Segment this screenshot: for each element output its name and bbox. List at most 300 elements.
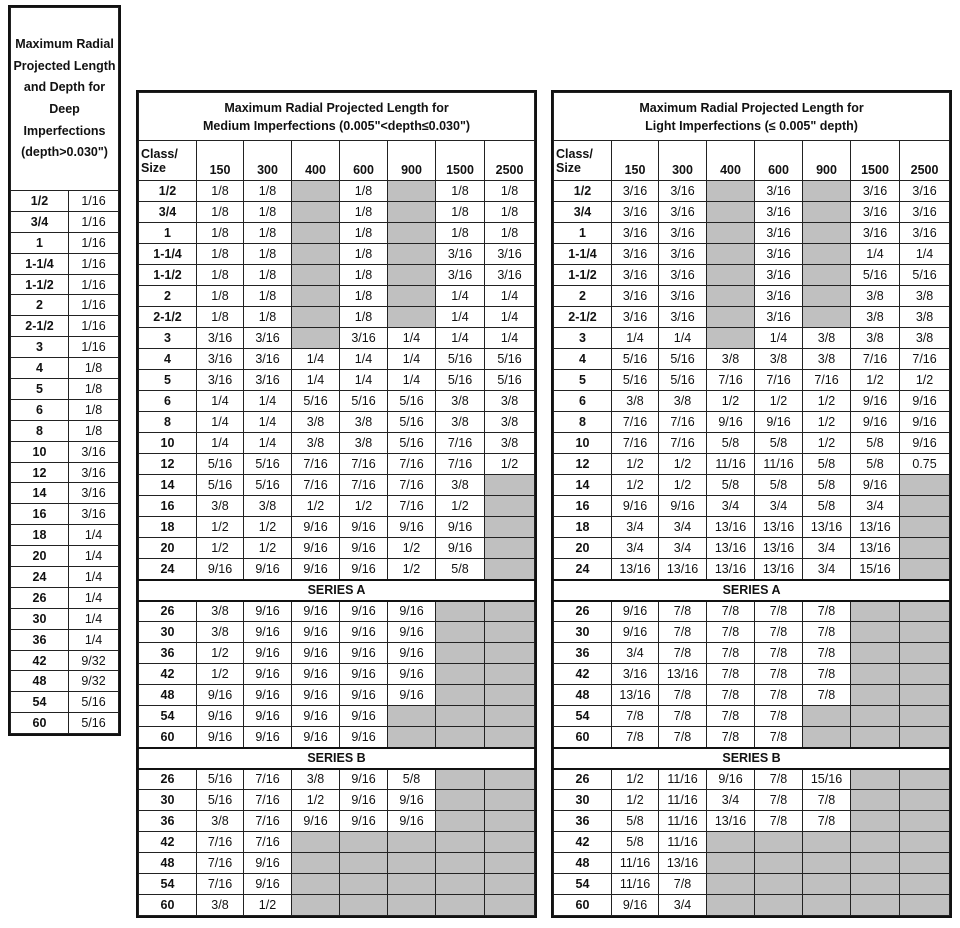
size-cell: 1-1/4	[11, 253, 69, 274]
size-cell: 8	[11, 420, 69, 441]
value-cell: 3/8	[197, 622, 244, 643]
value-cell: 7/16	[659, 433, 707, 454]
series-label: SERIES B	[139, 748, 535, 769]
value-cell: 5/16	[69, 713, 119, 734]
value-cell: 1/2	[388, 559, 436, 580]
value-cell: 1/2	[612, 454, 659, 475]
value-cell: 1/2	[659, 454, 707, 475]
value-cell: 1/2	[197, 517, 244, 538]
value-cell: 1/4	[388, 349, 436, 370]
value-cell: 13/16	[851, 538, 900, 559]
na-cell	[485, 769, 535, 790]
value-cell: 13/16	[612, 685, 659, 706]
value-cell: 1/4	[197, 391, 244, 412]
table-row	[554, 412, 950, 433]
size-cell: 6	[554, 391, 612, 412]
value-cell: 1/8	[69, 399, 119, 420]
value-cell: 3/4	[612, 538, 659, 559]
table-row	[554, 454, 950, 475]
table-row	[11, 671, 119, 692]
table-row	[139, 391, 535, 412]
na-cell	[436, 832, 485, 853]
value-cell: 7/16	[292, 475, 340, 496]
value-cell: 5/16	[244, 475, 292, 496]
na-cell	[755, 832, 803, 853]
value-cell: 1/8	[485, 181, 535, 202]
series-label: SERIES A	[554, 580, 950, 601]
value-cell: 1/4	[197, 412, 244, 433]
na-cell	[851, 685, 900, 706]
value-cell: 9/16	[292, 517, 340, 538]
value-cell: 3/4	[659, 517, 707, 538]
size-cell: 12	[139, 454, 197, 475]
value-cell: 5/16	[900, 265, 950, 286]
na-cell	[803, 874, 851, 895]
value-cell: 7/8	[659, 643, 707, 664]
value-cell: 3/16	[612, 286, 659, 307]
table-row	[11, 608, 119, 629]
value-cell: 1/16	[69, 232, 119, 253]
na-cell	[388, 286, 436, 307]
value-cell: 1/16	[69, 316, 119, 337]
value-cell: 5/16	[197, 475, 244, 496]
value-cell: 7/8	[755, 727, 803, 748]
table-row	[554, 475, 950, 496]
table-row	[554, 538, 950, 559]
deep-table-header: Maximum Radial Projected Length and Depth for Deep Imperfections (depth>0.030")	[11, 8, 119, 191]
value-cell: 9/16	[388, 790, 436, 811]
value-cell: 7/8	[612, 706, 659, 727]
value-cell: 5/8	[803, 454, 851, 475]
table-row	[11, 650, 119, 671]
value-cell: 9/16	[851, 475, 900, 496]
value-cell: 7/16	[340, 454, 388, 475]
table-row	[554, 349, 950, 370]
size-cell: 1-1/4	[554, 244, 612, 265]
value-cell: 7/8	[755, 643, 803, 664]
value-cell: 13/16	[707, 811, 755, 832]
value-cell: 3/16	[612, 202, 659, 223]
table-row	[139, 454, 535, 475]
value-cell: 13/16	[659, 664, 707, 685]
size-cell: 30	[11, 608, 69, 629]
table-row	[139, 559, 535, 580]
value-cell: 1/4	[244, 433, 292, 454]
value-cell: 3/8	[612, 391, 659, 412]
na-cell	[851, 895, 900, 916]
size-cell: 10	[139, 433, 197, 454]
size-cell: 20	[554, 538, 612, 559]
value-cell: 9/16	[340, 727, 388, 748]
value-cell: 9/16	[292, 622, 340, 643]
size-cell: 2-1/2	[11, 316, 69, 337]
na-cell	[485, 475, 535, 496]
table-row	[554, 790, 950, 811]
size-cell: 1-1/2	[554, 265, 612, 286]
na-cell	[851, 853, 900, 874]
na-cell	[900, 559, 950, 580]
value-cell: 1/2	[244, 538, 292, 559]
value-cell: 5/8	[755, 475, 803, 496]
na-cell	[803, 706, 851, 727]
table-row	[554, 433, 950, 454]
value-cell: 9/16	[244, 664, 292, 685]
value-cell: 5/16	[436, 370, 485, 391]
value-cell: 3/4	[803, 538, 851, 559]
value-cell: 7/16	[436, 454, 485, 475]
value-cell: 9/16	[707, 412, 755, 433]
table-row	[554, 832, 950, 853]
table-row	[554, 811, 950, 832]
size-cell: 4	[139, 349, 197, 370]
value-cell: 7/8	[659, 706, 707, 727]
value-cell: 1/4	[612, 328, 659, 349]
value-cell: 9/16	[659, 496, 707, 517]
table-row	[11, 316, 119, 337]
size-cell: 14	[554, 475, 612, 496]
size-cell: 1/2	[139, 181, 197, 202]
value-cell: 5/16	[485, 370, 535, 391]
value-cell: 7/8	[659, 727, 707, 748]
value-cell: 13/16	[707, 517, 755, 538]
series-header-row	[554, 580, 950, 601]
value-cell: 3/8	[197, 895, 244, 916]
value-cell: 9/16	[755, 412, 803, 433]
value-cell: 5/16	[69, 692, 119, 713]
value-cell: 3/16	[851, 223, 900, 244]
value-cell: 9/16	[388, 622, 436, 643]
value-cell: 1/8	[244, 244, 292, 265]
na-cell	[436, 853, 485, 874]
size-cell: 42	[11, 650, 69, 671]
value-cell: 1/8	[436, 181, 485, 202]
na-cell	[803, 223, 851, 244]
table-row	[554, 643, 950, 664]
size-cell: 26	[554, 769, 612, 790]
table-row	[139, 790, 535, 811]
deep-table-body	[11, 8, 119, 734]
value-cell: 1/4	[244, 391, 292, 412]
table-row	[11, 546, 119, 567]
na-cell	[388, 202, 436, 223]
value-cell: 1/4	[292, 370, 340, 391]
size-cell: 6	[139, 391, 197, 412]
value-cell: 9/16	[244, 559, 292, 580]
table-row	[139, 244, 535, 265]
value-cell: 9/16	[340, 769, 388, 790]
table-row	[554, 286, 950, 307]
light-table-title	[554, 93, 950, 141]
na-cell	[803, 202, 851, 223]
value-cell: 3/16	[659, 244, 707, 265]
class-header-600: 600	[755, 141, 803, 181]
na-cell	[436, 706, 485, 727]
size-cell: 12	[11, 462, 69, 483]
value-cell: 9/16	[900, 391, 950, 412]
value-cell: 1/16	[69, 191, 119, 212]
value-cell: 1/16	[69, 295, 119, 316]
na-cell	[292, 181, 340, 202]
size-cell: 18	[11, 525, 69, 546]
value-cell: 1/2	[803, 391, 851, 412]
size-cell: 54	[139, 874, 197, 895]
table-row	[139, 643, 535, 664]
na-cell	[900, 664, 950, 685]
value-cell: 9/16	[388, 811, 436, 832]
value-cell: 7/8	[755, 811, 803, 832]
medium-table-title	[139, 93, 535, 141]
na-cell	[900, 517, 950, 538]
value-cell: 9/16	[851, 412, 900, 433]
value-cell: 9/16	[244, 601, 292, 622]
value-cell: 3/16	[659, 181, 707, 202]
value-cell: 15/16	[851, 559, 900, 580]
size-cell: 3	[11, 337, 69, 358]
table-row	[11, 420, 119, 441]
table-row	[139, 727, 535, 748]
value-cell: 1/8	[340, 244, 388, 265]
na-cell	[851, 601, 900, 622]
na-cell	[900, 853, 950, 874]
size-cell: 10	[11, 441, 69, 462]
table-row	[11, 587, 119, 608]
deep-imperfections-table	[10, 7, 119, 734]
na-cell	[851, 832, 900, 853]
na-cell	[388, 895, 436, 916]
value-cell: 7/8	[659, 685, 707, 706]
value-cell: 3/16	[851, 181, 900, 202]
medium-title-line2: Medium Imperfections (0.005"<depth≤0.030")	[203, 118, 471, 133]
na-cell	[436, 727, 485, 748]
value-cell: 9/16	[340, 685, 388, 706]
table-row	[139, 601, 535, 622]
value-cell: 7/8	[707, 643, 755, 664]
value-cell: 5/8	[388, 769, 436, 790]
value-cell: 9/16	[292, 538, 340, 559]
value-cell: 5/8	[851, 454, 900, 475]
na-cell	[292, 307, 340, 328]
table-row	[554, 664, 950, 685]
value-cell: 3/8	[803, 328, 851, 349]
value-cell: 9/16	[340, 790, 388, 811]
value-cell: 1/8	[340, 202, 388, 223]
value-cell: 3/8	[292, 433, 340, 454]
size-cell: 20	[11, 546, 69, 567]
na-cell	[485, 790, 535, 811]
na-cell	[292, 853, 340, 874]
table-row	[139, 328, 535, 349]
size-cell: 2	[11, 295, 69, 316]
value-cell: 9/16	[340, 643, 388, 664]
na-cell	[388, 181, 436, 202]
table-row	[11, 713, 119, 734]
size-cell: 8	[139, 412, 197, 433]
value-cell: 7/16	[803, 370, 851, 391]
table-row	[139, 202, 535, 223]
na-cell	[485, 811, 535, 832]
size-cell: 60	[554, 727, 612, 748]
value-cell: 7/16	[612, 433, 659, 454]
value-cell: 5/16	[851, 265, 900, 286]
value-cell: 3/16	[436, 244, 485, 265]
size-cell: 16	[139, 496, 197, 517]
na-cell	[803, 181, 851, 202]
na-cell	[485, 538, 535, 559]
table-row	[554, 265, 950, 286]
na-cell	[900, 622, 950, 643]
size-cell: 36	[554, 811, 612, 832]
value-cell: 3/16	[612, 244, 659, 265]
value-cell: 3/16	[612, 664, 659, 685]
na-cell	[485, 706, 535, 727]
value-cell: 13/16	[707, 538, 755, 559]
value-cell: 7/16	[197, 832, 244, 853]
table-row	[11, 567, 119, 588]
value-cell: 9/16	[388, 601, 436, 622]
na-cell	[851, 664, 900, 685]
size-cell: 2	[139, 286, 197, 307]
value-cell: 7/8	[755, 601, 803, 622]
table-row	[554, 706, 950, 727]
value-cell: 5/8	[803, 496, 851, 517]
value-cell: 1/2	[612, 790, 659, 811]
size-cell: 3/4	[554, 202, 612, 223]
size-cell: 1/2	[554, 181, 612, 202]
value-cell: 5/16	[292, 391, 340, 412]
light-title-line1: Maximum Radial Projected Length for	[639, 100, 864, 115]
na-cell	[436, 895, 485, 916]
value-cell: 5/16	[388, 412, 436, 433]
size-cell: 54	[554, 874, 612, 895]
value-cell: 1/4	[292, 349, 340, 370]
na-cell	[485, 874, 535, 895]
size-cell: 4	[11, 358, 69, 379]
value-cell: 7/16	[292, 454, 340, 475]
table-row	[139, 832, 535, 853]
na-cell	[900, 874, 950, 895]
na-cell	[755, 874, 803, 895]
value-cell: 7/8	[803, 622, 851, 643]
size-cell: 48	[139, 853, 197, 874]
value-cell: 1/8	[244, 223, 292, 244]
table-row	[11, 504, 119, 525]
value-cell: 7/8	[659, 622, 707, 643]
value-cell: 3/16	[485, 265, 535, 286]
na-cell	[803, 265, 851, 286]
value-cell: 9/16	[197, 559, 244, 580]
na-cell	[803, 244, 851, 265]
value-cell: 9/32	[69, 650, 119, 671]
value-cell: 3/16	[755, 181, 803, 202]
na-cell	[485, 559, 535, 580]
value-cell: 3/16	[755, 244, 803, 265]
value-cell: 1/2	[244, 895, 292, 916]
value-cell: 7/8	[659, 601, 707, 622]
size-cell: 1-1/2	[11, 274, 69, 295]
class-header-2500: 2500	[485, 141, 535, 181]
value-cell: 7/8	[707, 664, 755, 685]
value-cell: 3/8	[340, 433, 388, 454]
na-cell	[436, 811, 485, 832]
value-cell: 3/8	[755, 349, 803, 370]
value-cell: 11/16	[659, 811, 707, 832]
table-row	[139, 496, 535, 517]
value-cell: 1/16	[69, 274, 119, 295]
value-cell: 1/4	[436, 328, 485, 349]
value-cell: 3/16	[612, 223, 659, 244]
value-cell: 13/16	[755, 559, 803, 580]
class-header-400: 400	[707, 141, 755, 181]
na-cell	[900, 643, 950, 664]
size-cell: 18	[139, 517, 197, 538]
na-cell	[900, 601, 950, 622]
value-cell: 9/16	[612, 895, 659, 916]
value-cell: 9/16	[292, 811, 340, 832]
value-cell: 5/16	[388, 391, 436, 412]
table-row	[139, 349, 535, 370]
value-cell: 7/16	[612, 412, 659, 433]
size-cell: 30	[139, 790, 197, 811]
size-cell: 5	[139, 370, 197, 391]
value-cell: 7/16	[244, 811, 292, 832]
value-cell: 7/16	[388, 496, 436, 517]
table-row	[11, 295, 119, 316]
value-cell: 5/16	[197, 454, 244, 475]
table-row	[139, 895, 535, 916]
size-cell: 1	[139, 223, 197, 244]
value-cell: 9/16	[612, 496, 659, 517]
size-cell: 16	[11, 504, 69, 525]
value-cell: 7/8	[659, 874, 707, 895]
size-cell: 26	[139, 769, 197, 790]
value-cell: 13/16	[612, 559, 659, 580]
class-header-600: 600	[340, 141, 388, 181]
value-cell: 7/8	[803, 811, 851, 832]
value-cell: 3/16	[659, 202, 707, 223]
value-cell: 3/16	[659, 286, 707, 307]
size-cell: 36	[139, 811, 197, 832]
table-row	[554, 622, 950, 643]
table-row	[139, 853, 535, 874]
value-cell: 9/16	[292, 664, 340, 685]
value-cell: 5/16	[197, 769, 244, 790]
value-cell: 3/16	[755, 265, 803, 286]
value-cell: 7/16	[244, 790, 292, 811]
na-cell	[803, 727, 851, 748]
value-cell: 3/4	[707, 790, 755, 811]
value-cell: 1/2	[436, 496, 485, 517]
value-cell: 1/2	[900, 370, 950, 391]
value-cell: 7/8	[755, 685, 803, 706]
value-cell: 7/8	[707, 706, 755, 727]
na-cell	[803, 853, 851, 874]
size-cell: 24	[554, 559, 612, 580]
na-cell	[851, 790, 900, 811]
size-cell: 60	[139, 895, 197, 916]
value-cell: 5/16	[436, 349, 485, 370]
na-cell	[340, 895, 388, 916]
value-cell: 1/4	[69, 567, 119, 588]
value-cell: 3/16	[755, 202, 803, 223]
na-cell	[388, 727, 436, 748]
value-cell: 7/8	[803, 664, 851, 685]
size-cell: 3/4	[139, 202, 197, 223]
size-cell: 2-1/2	[139, 307, 197, 328]
value-cell: 1/16	[69, 211, 119, 232]
na-cell	[851, 811, 900, 832]
na-cell	[436, 643, 485, 664]
table-row	[139, 181, 535, 202]
